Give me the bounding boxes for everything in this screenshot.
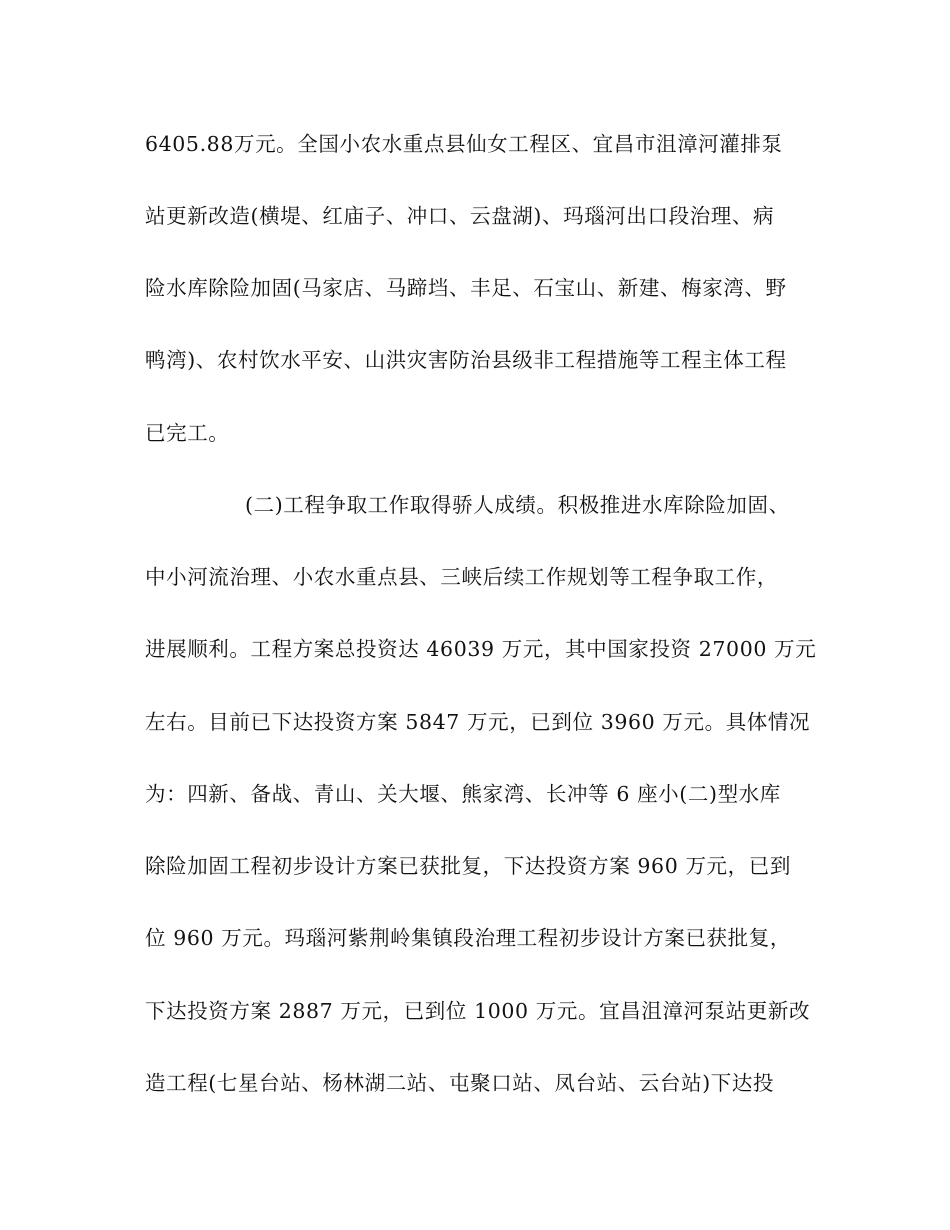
text-line-4: 鸭湾)、农村饮水平安、山洪灾害防治县级非工程措施等工程主体工程 [145, 348, 787, 372]
text-line-13: 下达投资方案 2887 万元，已到位 1000 万元。宜昌沮漳河泵站更新改 [145, 999, 811, 1023]
section-heading-paragraph: (二)工程争取工作取得骄人成绩。积极推进水库除险加固、 [245, 493, 790, 517]
text-line-9: 左右。目前已下达投资方案 5847 万元，已到位 3960 万元。具体情况 [145, 710, 811, 734]
text-line-12: 位 960 万元。玛瑙河紫荆岭集镇段治理工程初步设计方案已获批复， [145, 926, 791, 950]
text-line-11: 除险加固工程初步设计方案已获批复，下达投资方案 960 万元，已到 [145, 854, 791, 878]
text-line-3: 险水库除险加固(马家店、马蹄垱、丰足、石宝山、新建、梅家湾、野 [145, 276, 787, 300]
text-line-7: 中小河流治理、小农水重点县、三峡后续工作规划等工程争取工作， [145, 565, 778, 589]
text-line-14: 造工程(七星台站、杨林湖二站、屯聚口站、凤台站、云台站)下达投 [145, 1071, 775, 1095]
text-line-5: 已完工。 [145, 421, 230, 445]
text-line-8: 进展顺利。工程方案总投资达 46039 万元，其中国家投资 27000 万元 [145, 637, 817, 661]
text-line-2: 站更新改造(横堤、红庙子、冲口、云盘湖)、玛瑙河出口段治理、病 [145, 204, 775, 228]
text-line-1: 6405.88万元。全国小农水重点县仙女工程区、宜昌市沮漳河灌排泵 [145, 132, 783, 156]
text-line-10: 为：四新、备战、青山、关大堰、熊家湾、长冲等 6 座小(二)型水库 [145, 782, 781, 806]
